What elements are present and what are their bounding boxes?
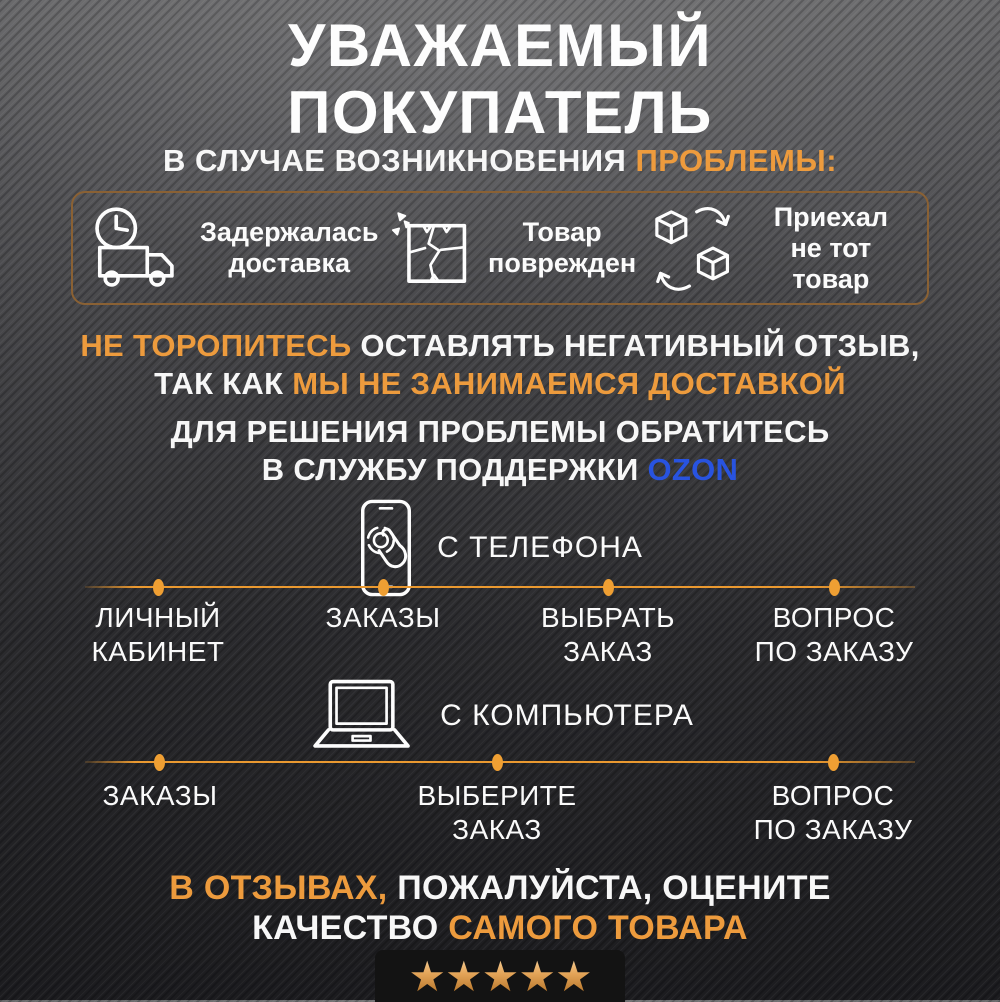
support-text [0,413,1000,489]
footer-line2-prefix: КАЧЕСТВО [252,909,449,947]
warning-line1 [0,327,1000,365]
problem-label [749,202,913,295]
problem-item-delayed-delivery [87,204,379,292]
phone-step-personal-account [38,601,278,669]
problem-label-line1: Приехал [773,201,889,232]
support-line1: ДЛЯ РЕШЕНИЯ ПРОБЛЕМЫ ОБРАТИТЕСЬ [170,414,830,449]
timeline-dot [378,579,389,596]
problem-item-damaged-product [379,206,646,291]
subtitle [0,143,1000,179]
computer-step-select-order [377,779,617,847]
warning-line2-accent: МЫ НЕ ЗАНИМАЕМСЯ ДОСТАВКОЙ [292,366,846,401]
timeline-dot [153,579,164,596]
timeline-dot [492,754,503,771]
phone-section-label: С ТЕЛЕФОНА [437,531,643,564]
computer-steps [0,779,1000,849]
timeline-dot [154,754,165,771]
warning-line1-accent: НЕ ТОРОПИТЕСЬ [80,328,352,363]
phone-steps [0,601,1000,671]
phone-step-orders [263,601,503,635]
wrong-item-swap-boxes-icon [646,201,741,296]
computer-step-orders [40,779,280,813]
step-line1: ЗАКАЗЫ [325,602,441,633]
problem-label-line1: Товар [522,217,602,247]
step-line1: ВОПРОС [771,780,895,811]
support-line2-prefix: В СЛУЖБУ ПОДДЕРЖКИ [261,452,648,487]
footer-note [0,868,1000,948]
timeline-dot [829,579,840,596]
problem-label-line1: Задержалась [200,217,379,247]
rating-bar [375,950,625,1002]
problem-label-line2: поврежден [488,248,637,278]
problem-label-line2: не тот товар [790,232,872,294]
footer-line1-rest: ПОЖАЛУЙСТА, ОЦЕНИТЕ [387,869,831,907]
step-line1: ЛИЧНЫЙ [95,602,221,633]
page-title [0,12,1000,146]
step-line2: КАБИНЕТ [91,636,225,667]
subtitle-highlight: ПРОБЛЕМЫ: [635,143,838,178]
footer-line1 [0,868,1000,908]
problems-box [71,191,929,305]
damaged-box-icon [388,206,480,291]
timeline-dot [828,754,839,771]
page-title-line1: УВАЖАЕМЫЙ [288,12,712,79]
phone-timeline-dots [0,579,1000,596]
footer-line2 [0,908,1000,948]
warning-line2 [0,365,1000,403]
five-star-rating-icon: ★★★★★ [408,952,592,1001]
warning-line2-prefix: ТАК КАК [154,366,293,401]
phone-step-select-order [488,601,728,669]
warning-text [0,327,1000,403]
step-line2: ПО ЗАКАЗУ [754,636,914,667]
problem-label [200,217,379,279]
footer-line2-accent: САМОГО ТОВАРА [448,909,748,947]
ozon-brand-text: OZON [647,452,739,487]
step-line2: ПО ЗАКАЗУ [753,814,913,845]
delivery-delayed-truck-clock-icon [87,204,192,292]
problem-label [488,217,636,279]
computer-section-label: С КОМПЬЮТЕРА [440,699,694,732]
step-line2: ЗАКАЗ [563,636,653,667]
support-line2 [0,451,1000,489]
page-title-line2: ПОКУПАТЕЛЬ [287,79,713,146]
step-line1: ЗАКАЗЫ [102,780,218,811]
problem-label-line2: доставка [228,248,351,278]
computer-step-order-question [713,779,953,847]
step-line1: ВЫБЕРИТЕ [417,780,577,811]
step-line1: ВЫБРАТЬ [540,602,676,633]
phone-step-order-question [714,601,954,669]
problem-item-wrong-product [646,201,913,296]
computer-timeline-dots [0,754,1000,771]
warning-line1-rest: ОСТАВЛЯТЬ НЕГАТИВНЫЙ ОТЗЫВ, [351,328,920,363]
computer-section-header [0,678,1000,754]
subtitle-prefix: В СЛУЧАЕ ВОЗНИКНОВЕНИЯ [162,143,636,178]
step-line1: ВОПРОС [772,602,896,633]
laptop-icon [306,678,418,754]
footer-line1-accent: В ОТЗЫВАХ, [169,869,388,907]
timeline-dot [603,579,614,596]
step-line2: ЗАКАЗ [452,814,542,845]
